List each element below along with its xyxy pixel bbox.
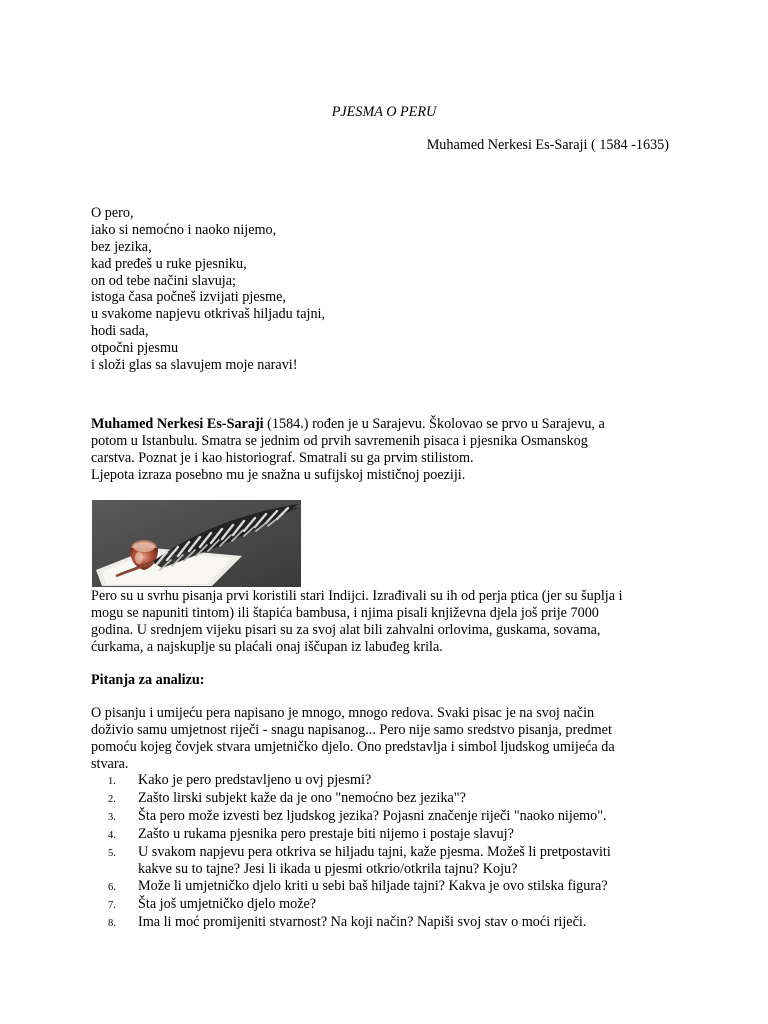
question-text [138,878,608,896]
bio-line: Ljepota izraza posebno mu je snažna u sufijskoj mističnoj poeziji. [91,467,466,483]
pero-paragraph [91,588,623,656]
bio-author-name: Muhamed Nerkesi Es-Saraji [91,416,264,432]
poem-line: kad pređeš u ruke pjesniku, [91,255,247,272]
paragraph-line: mogu se napuniti tintom) ili štapića bambusa, i njima pisali književna djela još prije 7000 [91,605,599,621]
bio-line: carstva. Poznat je i kao historiograf. Smatrali su ga prvim stilistom. [91,450,474,466]
poem-line: on od tebe načini slavuja; [91,272,236,289]
question-line: Šta još umjetničko djelo može? [138,896,317,912]
quill-inkwell-photo [92,500,301,587]
paragraph-line: ćurkama, a najskuplje su plaćali onaj iščupan iz labuđeg krila. [91,639,443,655]
paragraph-line: pomoću kojeg čovjek stvara umjetničko djelo. Ono predstavlja i simbol ljudskog umijeća da [91,739,615,755]
paragraph-line: Pero su u svrhu pisanja prvi koristili stari Indijci. Izrađivali su ih od perja ptica (jer su šuplja i [91,588,623,604]
question-item [108,844,611,878]
poem-line: u svakome napjevu otkrivaš hiljadu tajni, [91,306,326,323]
poem-line: otpočni pjesmu [91,340,179,357]
question-text [138,914,586,932]
question-text [138,790,466,808]
question-line: Šta pero može izvesti bez ljudskog jezika? Pojasni značenje riječi "naoko nijemo". [138,808,607,824]
question-item [108,878,611,896]
question-text [138,844,611,878]
author-line: Muhamed Nerkesi Es-Saraji ( 1584 -1635) [426,137,669,153]
question-item [108,790,611,808]
question-line: kakve su to tajne? Jesi li ikada u pjesmi otkrio/otkrila tajnu? Koju? [138,861,518,877]
question-number: 5. [108,848,116,859]
questions-heading: Pitanja za analizu: [91,672,205,688]
question-text [138,896,316,914]
questions-list [108,772,611,932]
poem-line: iako si nemoćno i naoko nijemo, [91,221,277,238]
paragraph-line: stvara. [91,756,129,772]
question-item [108,826,611,844]
question-number: 3. [108,812,116,823]
poem-title: PJESMA O PERU [331,104,437,120]
question-line: Kako je pero predstavljeno u ovj pjesmi? [138,772,372,788]
question-item [108,896,611,914]
question-number: 6. [108,882,116,893]
question-number: 8. [108,918,116,929]
question-line: Zašto u rukama pjesnika pero prestaje biti nijemo i postaje slavuj? [138,826,514,842]
author-bio [91,416,605,484]
question-number: 2. [108,794,116,805]
question-text [138,808,607,826]
paragraph-line: godina. U srednjem vijeku pisari su za svoj alat bili zahvalni orlovima, guskama, sovama, [91,622,601,638]
question-number: 4. [108,830,116,841]
question-line: Ima li moć promijeniti stvarnost? Na koji način? Napiši svoj stav o moći riječi. [138,914,587,930]
bio-line: potom u Istanbulu. Smatra se jednim od prvih savremenih pisaca i pjesnika Osmanskog [91,433,588,449]
question-text [138,772,371,790]
question-item [108,914,611,932]
question-number: 1. [108,776,116,787]
question-text [138,826,514,844]
question-item [108,808,611,826]
poem-line: bez jezika, [91,238,152,255]
intro-paragraph [91,705,615,773]
bio-line [91,416,605,433]
poem-line: O pero, [91,205,134,221]
poem-text [91,205,325,374]
paragraph-line: O pisanju i umijeću pera napisano je mnogo, mnogo redova. Svaki pisac je na svoj način [91,705,595,721]
paragraph-line: doživio samu umjetnost riječi - snagu napisanog... Pero nije samo sredstvo pisanja, predmet [91,722,612,738]
bio-first-line-text: (1584.) rođen je u Sarajevu. Školovao se prvo u Sarajevu, a [263,416,605,432]
question-line: U svakom napjevu pera otkriva se hiljadu tajni, kaže pjesma. Možeš li pretpostaviti [138,844,611,860]
poem-line: i složi glas sa slavujem moje naravi! [91,357,298,374]
poem-line: hodi sada, [91,323,149,340]
question-line: Zašto lirski subjekt kaže da je ono "nemoćno bez jezika"? [138,790,466,806]
question-number: 7. [108,900,116,911]
question-item [108,772,611,790]
poem-line: istoga časa počneš izvijati pjesme, [91,289,287,306]
quill-inkwell-illustration [92,500,301,587]
question-line: Može li umjetničko djelo kriti u sebi baš hiljade tajni? Kakva je ovo stilska figura? [138,878,608,894]
